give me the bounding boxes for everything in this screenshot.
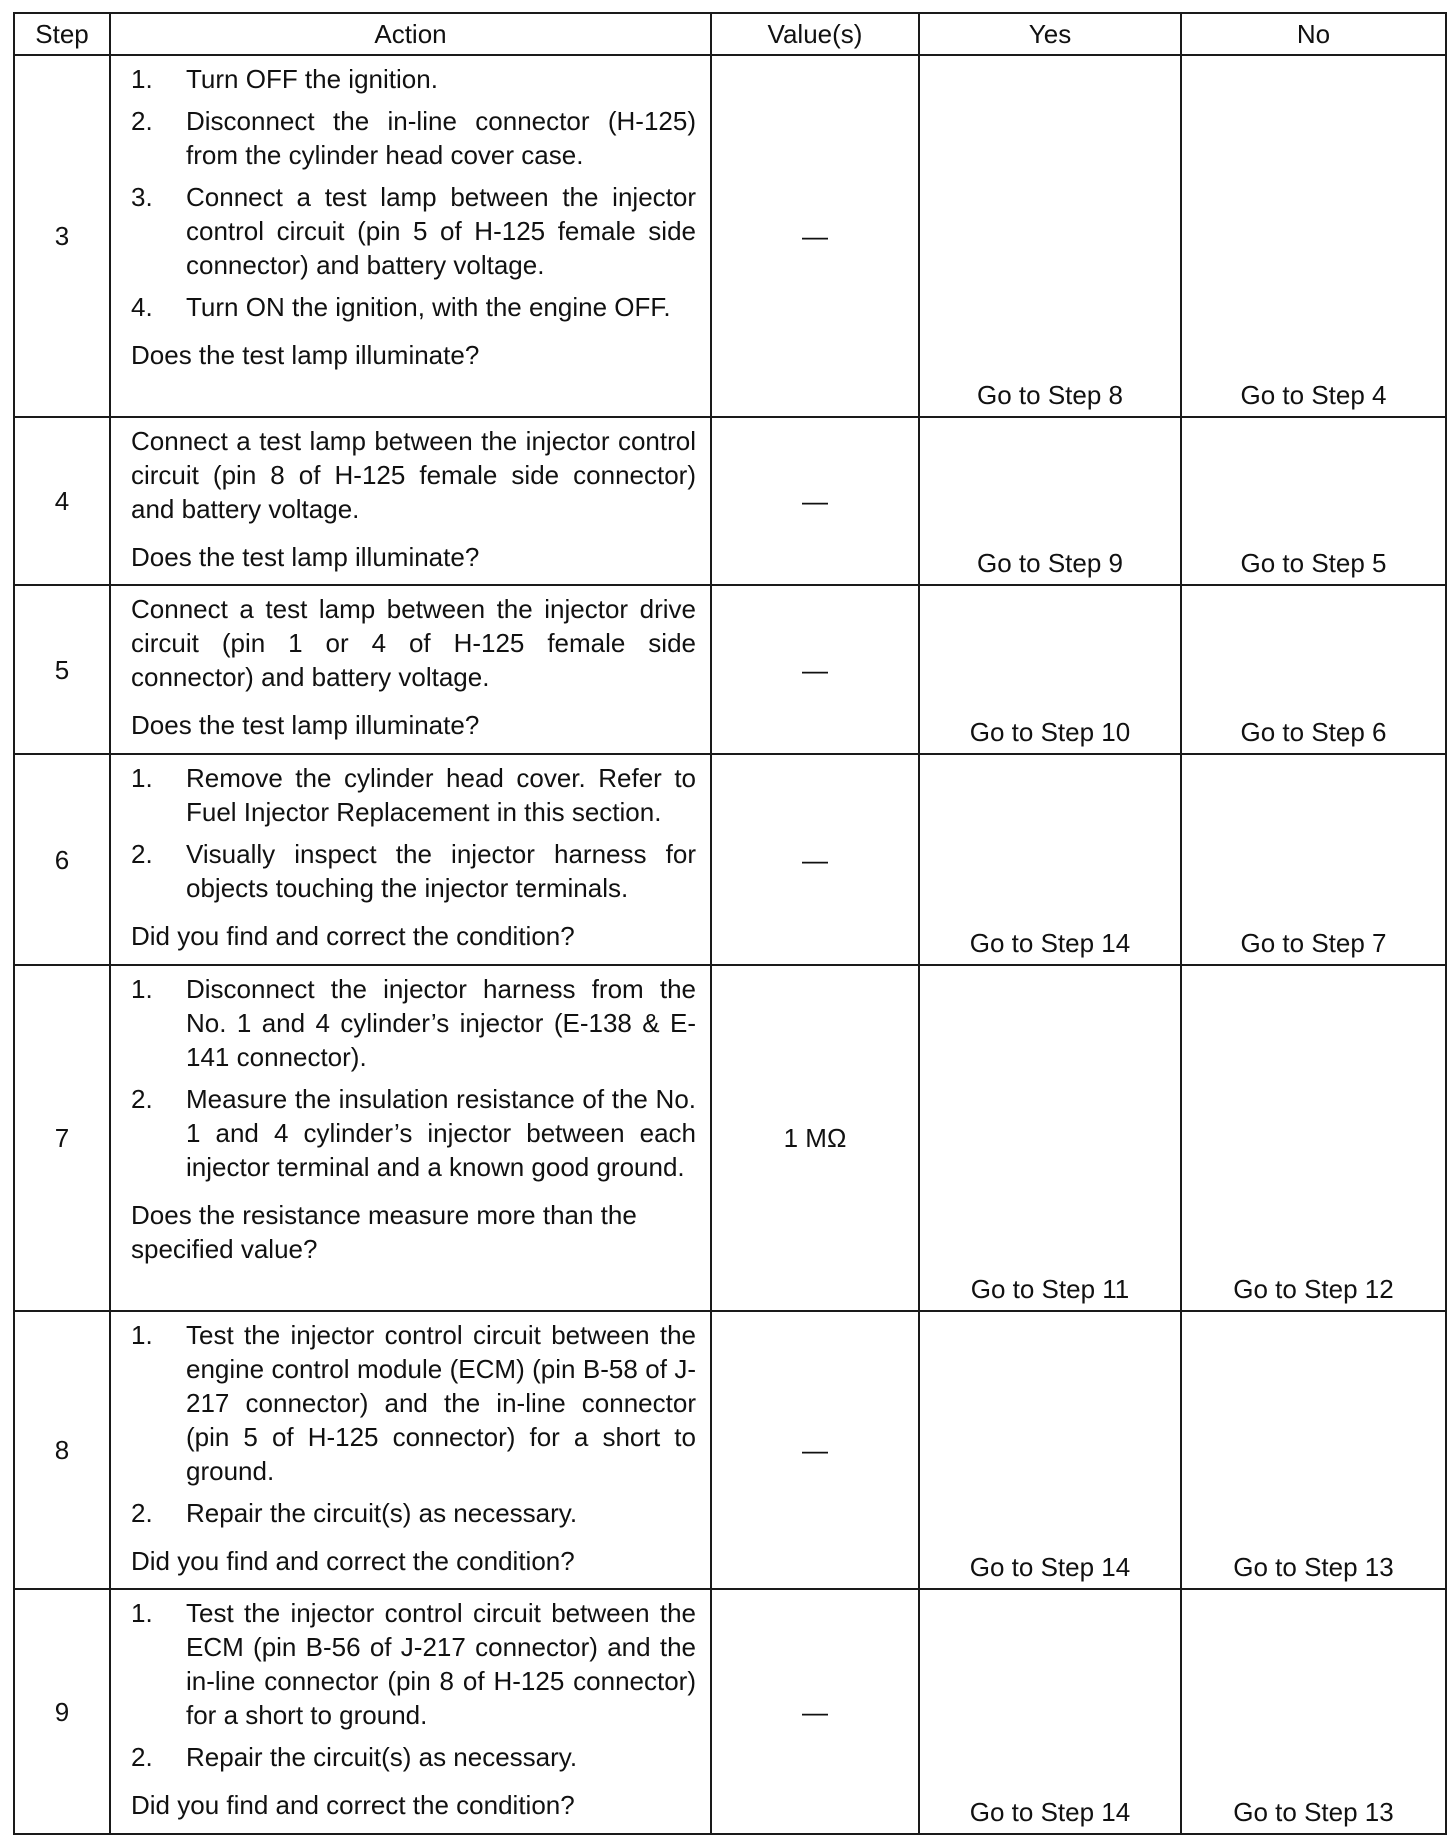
item-number: 1. — [131, 64, 153, 94]
value-cell: — — [711, 417, 919, 585]
yes-cell: Go to Step 14 — [919, 1311, 1181, 1589]
action-cell — [110, 1589, 711, 1834]
action-question: Did you find and correct the condition? — [131, 1546, 575, 1576]
header-row — [14, 13, 1446, 55]
table-row — [14, 417, 1446, 585]
item-text: Test the injector control circuit between the engine control module (ECM) (pin B-58 of J-217 connector) and the in-line connector (pin 5 of H-125 connector) for a short to ground. — [186, 1320, 696, 1486]
item-text: Disconnect the injector harness from the No. 1 and 4 cylinder’s injector (E-138 & E-141 connector). — [186, 974, 696, 1072]
action-question: Does the test lamp illuminate? — [131, 340, 480, 370]
item-number: 1. — [131, 974, 153, 1004]
item-text: Test the injector control circuit between the ECM (pin B-56 of J-217 connector) and the in-line connector (pin 8 of H-125 connector) for a short to ground. — [186, 1598, 696, 1730]
action-list-item — [131, 1318, 696, 1488]
action-list-item — [131, 1082, 696, 1184]
table-body — [14, 55, 1446, 1834]
value-cell: — — [711, 55, 919, 417]
item-text: Remove the cylinder head cover. Refer to Fuel Injector Replacement in this section. — [186, 763, 696, 827]
yes-cell: Go to Step 14 — [919, 1589, 1181, 1834]
no-cell: Go to Step 12 — [1181, 965, 1446, 1311]
item-text: Repair the circuit(s) as necessary. — [186, 1498, 578, 1528]
no-cell: Go to Step 4 — [1181, 55, 1446, 417]
item-number: 2. — [131, 1084, 153, 1114]
action-list-item — [131, 290, 696, 324]
action-list-item — [131, 62, 696, 96]
value-cell: 1 MΩ — [711, 965, 919, 1311]
item-text: Connect a test lamp between the injector control circuit (pin 5 of H-125 female side connector) and battery voltage. — [186, 182, 696, 280]
action-paragraph: Connect a test lamp between the injector drive circuit (pin 1 or 4 of H-125 female side connector) and battery voltage. — [131, 594, 696, 692]
step-number: 6 — [14, 754, 110, 965]
item-number: 2. — [131, 106, 153, 136]
action-list-item — [131, 180, 696, 282]
item-number: 2. — [131, 1498, 153, 1528]
no-cell: Go to Step 7 — [1181, 754, 1446, 965]
step-number: 7 — [14, 965, 110, 1311]
action-list-item — [131, 1596, 696, 1732]
value-cell: — — [711, 585, 919, 754]
header-values: Value(s) — [711, 13, 919, 55]
item-number: 4. — [131, 292, 153, 322]
value-cell: — — [711, 1311, 919, 1589]
item-number: 1. — [131, 763, 153, 793]
action-cell — [110, 1311, 711, 1589]
item-number: 2. — [131, 839, 153, 869]
header-yes: Yes — [919, 13, 1181, 55]
table-row — [14, 1589, 1446, 1834]
step-number: 5 — [14, 585, 110, 754]
action-cell — [110, 417, 711, 585]
action-cell — [110, 55, 711, 417]
table-row — [14, 55, 1446, 417]
value-cell: — — [711, 754, 919, 965]
no-cell: Go to Step 5 — [1181, 417, 1446, 585]
no-cell: Go to Step 6 — [1181, 585, 1446, 754]
header-no: No — [1181, 13, 1446, 55]
action-list-item — [131, 761, 696, 829]
no-cell: Go to Step 13 — [1181, 1589, 1446, 1834]
item-text: Turn OFF the ignition. — [186, 64, 438, 94]
item-text: Turn ON the ignition, with the engine OFF. — [186, 292, 671, 322]
item-text: Measure the insulation resistance of the No. 1 and 4 cylinder’s injector between each injector terminal and a known good ground. — [186, 1084, 696, 1182]
header-action: Action — [110, 13, 711, 55]
item-number: 1. — [131, 1598, 153, 1628]
table-row — [14, 1311, 1446, 1589]
action-list-item — [131, 1496, 696, 1530]
action-cell — [110, 965, 711, 1311]
item-text: Visually inspect the injector harness for objects touching the injector terminals. — [186, 839, 696, 903]
step-number: 3 — [14, 55, 110, 417]
diagnostic-table — [13, 12, 1447, 1835]
item-number: 1. — [131, 1320, 153, 1350]
step-number: 4 — [14, 417, 110, 585]
action-question: Does the resistance measure more than the specified value? — [131, 1200, 637, 1264]
action-list-item — [131, 104, 696, 172]
action-list-item — [131, 837, 696, 905]
item-number: 3. — [131, 182, 153, 212]
step-number: 9 — [14, 1589, 110, 1834]
header-step: Step — [14, 13, 110, 55]
yes-cell: Go to Step 9 — [919, 417, 1181, 585]
action-question: Does the test lamp illuminate? — [131, 542, 480, 572]
yes-cell: Go to Step 11 — [919, 965, 1181, 1311]
action-question: Does the test lamp illuminate? — [131, 710, 480, 740]
action-paragraph: Connect a test lamp between the injector control circuit (pin 8 of H-125 female side connector) and battery voltage. — [131, 426, 696, 524]
action-list-item — [131, 1740, 696, 1774]
action-question: Did you find and correct the condition? — [131, 1790, 575, 1820]
item-text: Repair the circuit(s) as necessary. — [186, 1742, 578, 1772]
item-number: 2. — [131, 1742, 153, 1772]
yes-cell: Go to Step 8 — [919, 55, 1181, 417]
action-cell — [110, 585, 711, 754]
table-row — [14, 965, 1446, 1311]
yes-cell: Go to Step 14 — [919, 754, 1181, 965]
table-row — [14, 585, 1446, 754]
step-number: 8 — [14, 1311, 110, 1589]
no-cell: Go to Step 13 — [1181, 1311, 1446, 1589]
action-question: Did you find and correct the condition? — [131, 921, 575, 951]
action-list-item — [131, 972, 696, 1074]
table-row — [14, 754, 1446, 965]
item-text: Disconnect the in-line connector (H-125) from the cylinder head cover case. — [186, 106, 696, 170]
value-cell: — — [711, 1589, 919, 1834]
yes-cell: Go to Step 10 — [919, 585, 1181, 754]
action-cell — [110, 754, 711, 965]
